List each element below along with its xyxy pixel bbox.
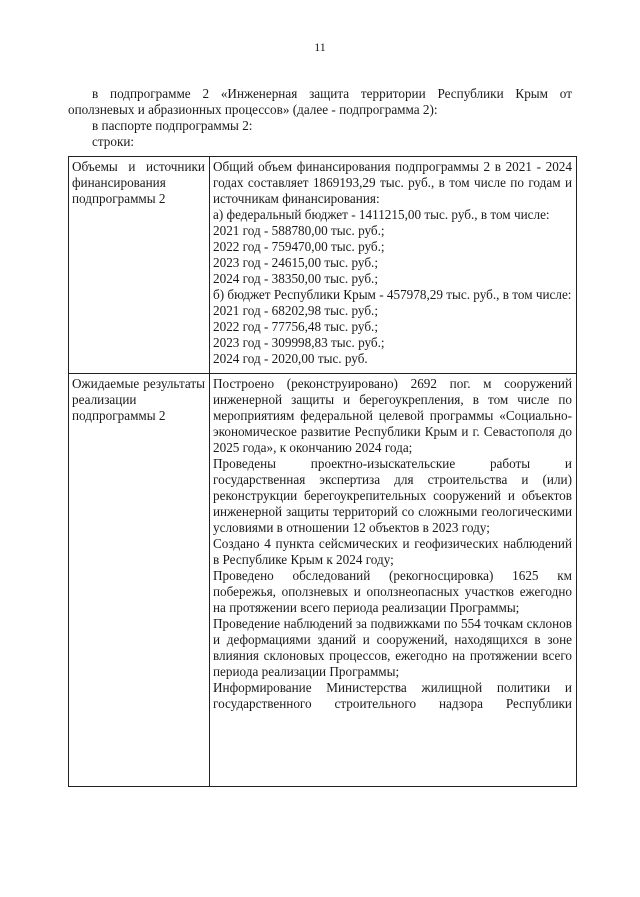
result-paragraph: Информирование Министерства жилищной политики и государственного строительного надзора Республики [213,680,572,711]
label-text: Объемы и источники финансирования подпрограммы 2 [72,159,205,206]
row-content-results [210,374,577,787]
table-row-results [69,374,577,787]
financing-line: 2022 год - 77756,48 тыс. руб.; [213,319,378,334]
financing-line: 2024 год - 2020,00 тыс. руб. [213,351,368,366]
row-content-financing [210,157,577,374]
result-paragraph: Построено (реконструировано) 2692 пог. м сооружений инженерной защиты и берегоукрепления, в том числе по мероприятиям федеральной целевой программы «Социально-экономическое развитие Республики Крым и г. Севастополя до 2025 года», к окончанию 2024 года; [213,376,572,455]
passport-table [68,156,577,787]
rows-line: строки: [92,134,135,149]
result-paragraph: Проведение наблюдений за подвижками по 554 точкам склонов и деформациями зданий и сооружений, находящихся в зоне влияния склоновых процессов, ежегодно на протяжении всего периода реализации Программы; [213,616,572,679]
intro-section [68,86,572,150]
financing-line: б) бюджет Республики Крым - 457978,29 тыс. руб., в том числе: [213,287,572,302]
financing-line: 2023 год - 309998,83 тыс. руб.; [213,335,385,350]
row-label-financing [69,157,210,374]
financing-line: Общий объем финансирования подпрограммы 2 в 2021 - 2024 годах составляет 1869193,29 тыс. руб., в том числе по годам и источникам финансирования: [213,159,572,206]
result-paragraph: Проведены проектно-изыскательские работы и государственная экспертиза для строительства и (или) реконструкции берегоукрепительных сооружений и объектов инженерной защиты территорий со сложными геологическими условиями в отношении 12 объектов в 2023 году; [213,456,572,535]
row-label-results [69,374,210,787]
intro-paragraph: в подпрограмме 2 «Инженерная защита территории Республики Крым от оползневых и абразионных процессов» (далее - подпрограмма 2): [68,86,572,117]
financing-line: 2021 год - 68202,98 тыс. руб.; [213,303,378,318]
result-paragraph: Проведено обследований (рекогносцировка) 1625 км побережья, оползневых и оползнеопасных участков ежегодно на протяжении всего периода реализации Программы; [213,568,572,615]
result-paragraph: Создано 4 пункта сейсмических и геофизических наблюдений в Республике Крым к 2024 году; [213,536,572,567]
financing-line: а) федеральный бюджет - 1411215,00 тыс. руб., в том числе: [213,207,550,222]
label-text: Ожидаемые результаты реализации подпрограммы 2 [72,376,205,423]
page-number: 11 [314,40,326,54]
passport-line: в паспорте подпрограммы 2: [92,118,253,133]
table-row-financing [69,157,577,374]
financing-line: 2023 год - 24615,00 тыс. руб.; [213,255,378,270]
financing-line: 2024 год - 38350,00 тыс. руб.; [213,271,378,286]
financing-line: 2022 год - 759470,00 тыс. руб.; [213,239,385,254]
financing-line: 2021 год - 588780,00 тыс. руб.; [213,223,385,238]
